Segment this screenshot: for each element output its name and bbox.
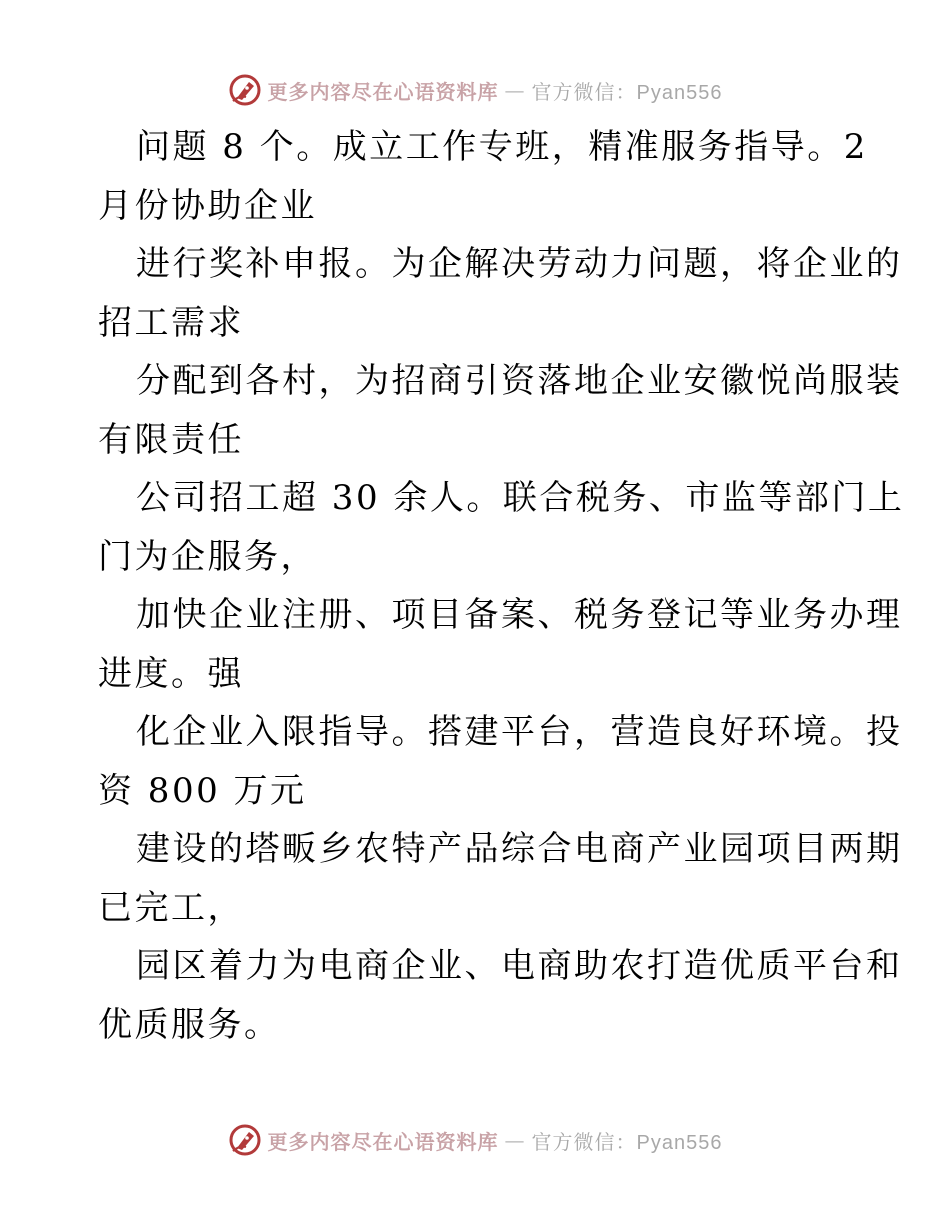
text-line: 加快企业注册、项目备案、税务登记等业务办理 <box>136 595 903 635</box>
banner-wechat-text: 官方微信：Pyan556 <box>531 81 723 104</box>
banner-wechat-text: 官方微信：Pyan556 <box>531 1131 723 1154</box>
banner-site-text: 更多内容尽在心语资料库 <box>267 1129 499 1154</box>
pen-nib-logo-icon <box>228 1123 262 1157</box>
footer-banner <box>0 1120 950 1160</box>
header-banner <box>0 70 950 110</box>
footer-banner-inner <box>228 1123 723 1157</box>
text-line: 分配到各村，为招商引资落地企业安徽悦尚服装 <box>136 361 903 401</box>
text-line: 门为企服务， <box>98 536 317 577</box>
text-line: 有限责任 <box>98 419 244 460</box>
banner-site-text: 更多内容尽在心语资料库 <box>267 79 499 104</box>
text-line: 已完工， <box>98 887 244 928</box>
text-line: 资 800 万元 <box>98 770 307 811</box>
text-line: 园区着力为电商企业、电商助农打造优质平台和 <box>136 946 903 986</box>
text-line: 优质服务。 <box>98 1004 281 1045</box>
document-body <box>98 118 905 1054</box>
banner-separator: — <box>504 1128 526 1152</box>
text-line: 化企业入限指导。搭建平台，营造良好环境。投 <box>136 712 903 752</box>
text-line: 问题 8 个。成立工作专班，精准服务指导。2 <box>136 127 868 167</box>
text-line: 进度。强 <box>98 653 244 694</box>
banner-separator: — <box>504 78 526 102</box>
text-line: 建设的塔畈乡农特产品综合电商产业园项目两期 <box>136 829 903 869</box>
header-banner-inner <box>228 73 723 107</box>
text-line: 招工需求 <box>98 302 244 343</box>
text-line: 月份协助企业 <box>98 185 317 226</box>
pen-nib-logo-icon <box>228 73 262 107</box>
text-line: 公司招工超 30 余人。联合税务、市监等部门上 <box>136 478 905 518</box>
text-line: 进行奖补申报。为企解决劳动力问题，将企业的 <box>136 244 903 284</box>
